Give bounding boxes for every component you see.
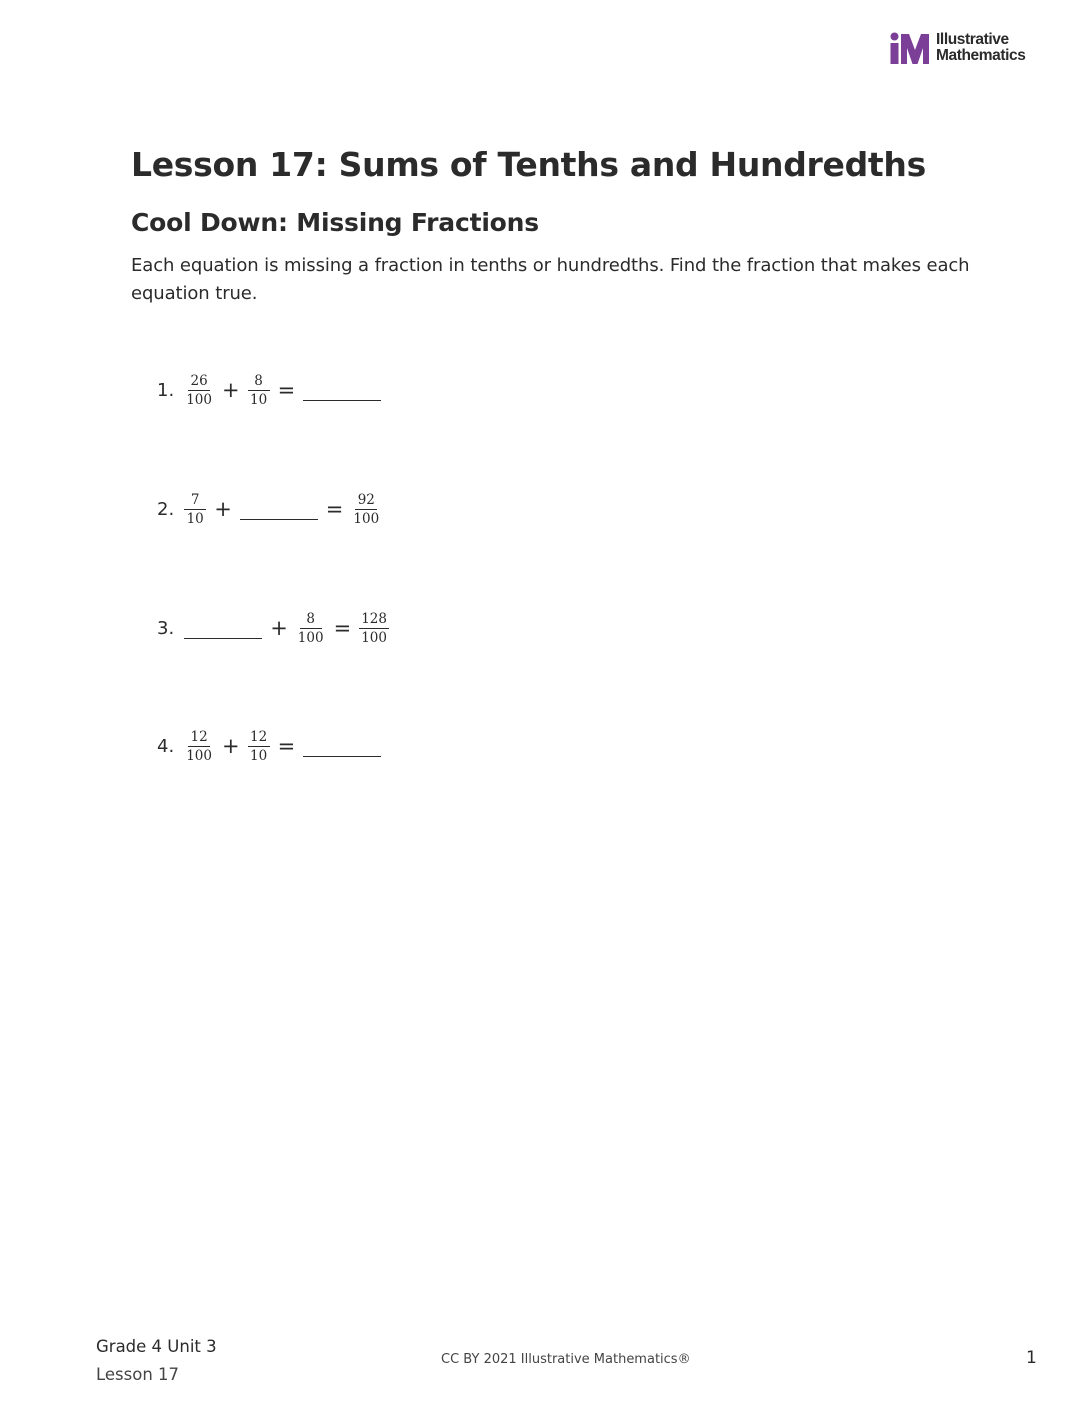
numerator: 8 bbox=[248, 373, 270, 391]
problem-2 bbox=[157, 489, 383, 529]
problem-number: 2. bbox=[157, 498, 175, 520]
denominator: 100 bbox=[297, 629, 324, 646]
numerator: 12 bbox=[188, 729, 210, 747]
page-number: 1 bbox=[1026, 1348, 1037, 1368]
plus-sign: + bbox=[270, 616, 288, 640]
footer-copyright: CC BY 2021 Illustrative Mathematics® bbox=[441, 1352, 691, 1367]
fraction-addend-1 bbox=[184, 373, 214, 408]
numerator: 128 bbox=[361, 610, 387, 627]
answer-blank[interactable] bbox=[303, 736, 381, 757]
fraction-addend-1 bbox=[184, 492, 206, 527]
problem-number: 1. bbox=[157, 379, 175, 401]
numerator: 92 bbox=[355, 492, 377, 510]
section-title: Cool Down: Missing Fractions bbox=[131, 208, 539, 237]
denominator: 100 bbox=[361, 629, 387, 646]
answer-blank[interactable] bbox=[240, 499, 318, 520]
fraction-addend-2 bbox=[248, 373, 270, 408]
page-title: Lesson 17: Sums of Tenths and Hundredths bbox=[131, 145, 926, 184]
problem-1 bbox=[157, 370, 383, 410]
problem-4 bbox=[157, 726, 383, 766]
fraction-addend-2 bbox=[296, 611, 326, 646]
illustrative-mathematics-logo bbox=[889, 32, 1041, 66]
footer-lesson: Lesson 17 bbox=[96, 1365, 180, 1384]
logo-wordmark bbox=[936, 32, 1026, 64]
equals-sign: = bbox=[277, 734, 296, 758]
denominator: 100 bbox=[353, 510, 380, 527]
fraction-sum bbox=[359, 611, 389, 646]
fraction-addend-2 bbox=[248, 729, 270, 764]
plus-sign: + bbox=[221, 378, 240, 402]
instructions: Each equation is missing a fraction in tenths or hundredths. Find the fraction that makes each equation true. bbox=[131, 255, 970, 304]
footer-grade-unit: Grade 4 Unit 3 bbox=[96, 1337, 217, 1356]
fraction-addend-1 bbox=[184, 729, 214, 764]
numerator: 12 bbox=[248, 729, 270, 747]
answer-blank[interactable] bbox=[303, 380, 381, 401]
footer-unit-info bbox=[96, 1333, 217, 1389]
equals-sign: = bbox=[333, 616, 352, 640]
denominator: 10 bbox=[249, 391, 268, 408]
answer-blank[interactable] bbox=[184, 618, 262, 639]
im-logo-icon bbox=[889, 32, 933, 66]
problem-3 bbox=[157, 608, 391, 648]
equals-sign: = bbox=[277, 378, 296, 402]
plus-sign: + bbox=[214, 497, 232, 521]
plus-sign: + bbox=[221, 734, 240, 758]
logo-line-2: Mathematics bbox=[936, 47, 1026, 64]
denominator: 100 bbox=[186, 747, 212, 764]
logo-line-1: Illustrative bbox=[936, 31, 1009, 48]
denominator: 100 bbox=[186, 391, 212, 408]
numerator: 8 bbox=[300, 611, 322, 629]
denominator: 10 bbox=[186, 510, 204, 527]
equals-sign: = bbox=[325, 497, 344, 521]
denominator: 10 bbox=[249, 747, 268, 764]
numerator: 7 bbox=[184, 492, 206, 510]
problem-number: 3. bbox=[157, 617, 175, 639]
fraction-sum bbox=[351, 492, 381, 527]
numerator: 26 bbox=[188, 373, 210, 391]
problem-number: 4. bbox=[157, 735, 175, 757]
